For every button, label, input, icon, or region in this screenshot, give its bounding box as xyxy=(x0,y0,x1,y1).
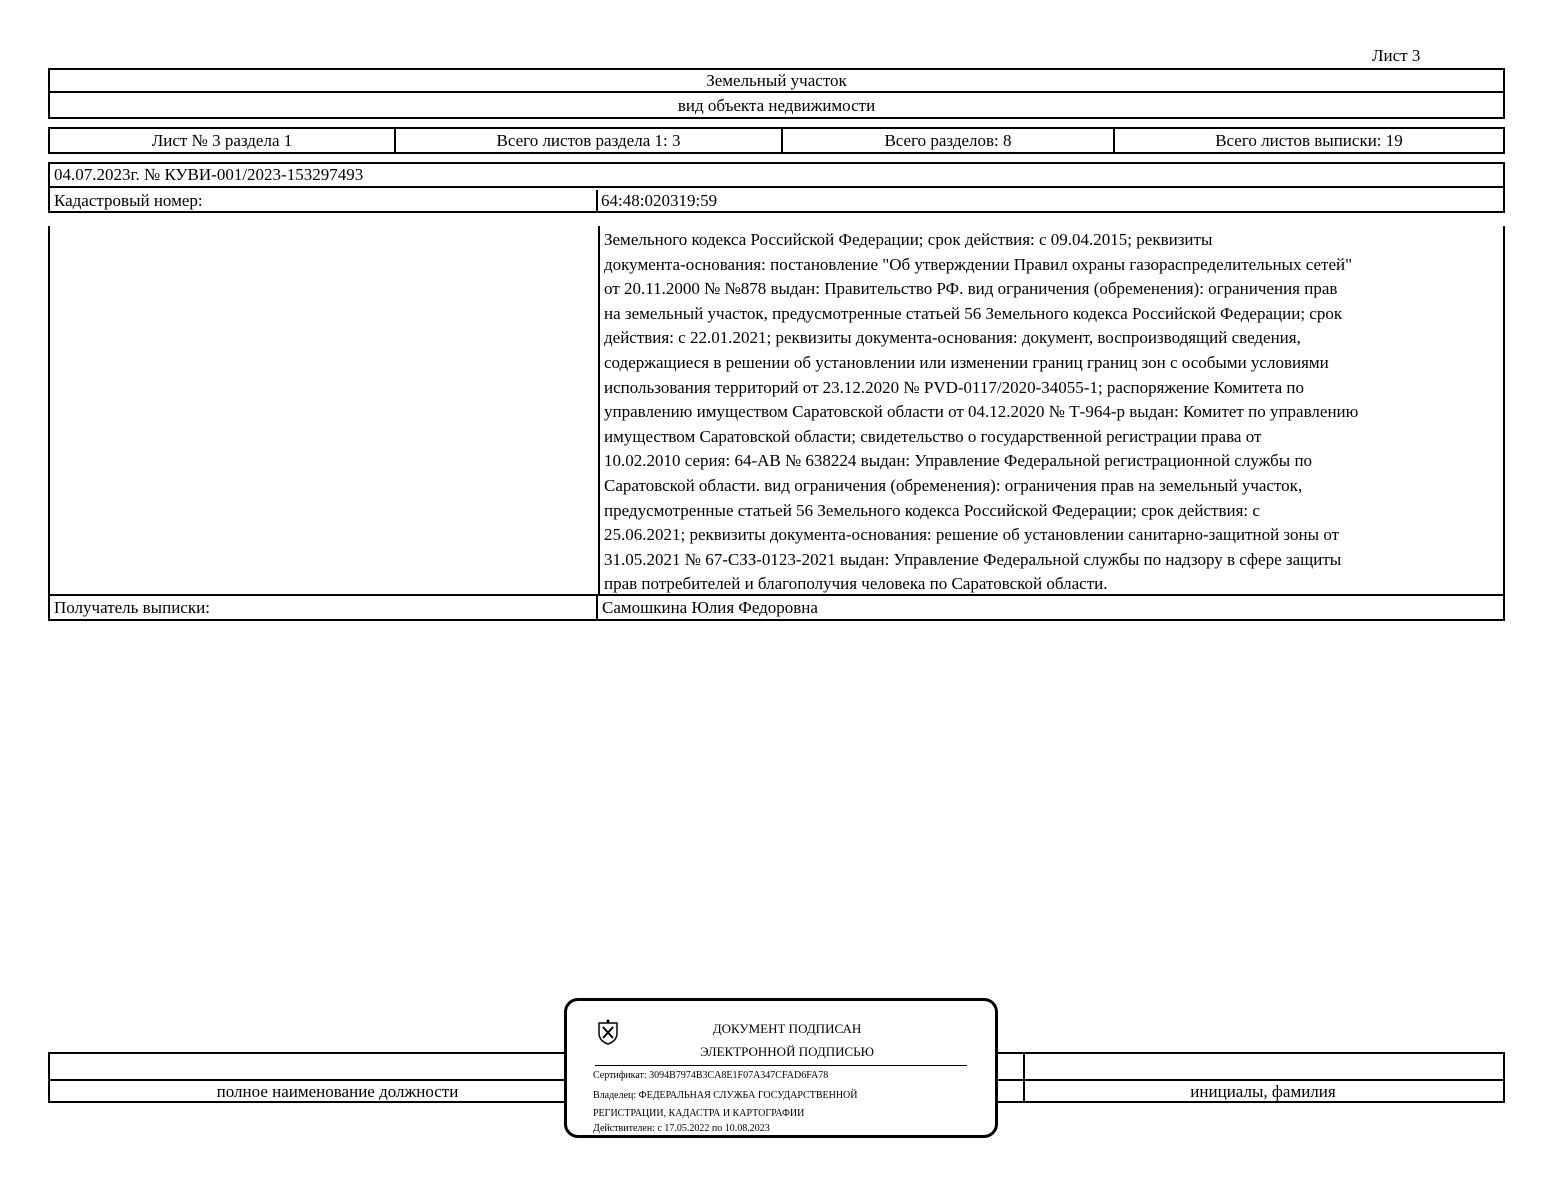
cadastral-value: 64:48:020319:59 xyxy=(601,191,718,210)
text-line: от 20.11.2000 № №878 выдан: Правительство РФ. вид ограничения (обременения): ограничения прав xyxy=(604,279,1338,299)
text-line: Саратовской области. вид ограничения (обременения): ограничения прав на земельный участок, xyxy=(604,475,1303,495)
text-line: Земельного кодекса Российской Федерации; срок действия: с 09.04.2015; реквизиты xyxy=(604,230,1213,249)
object-name: Земельный участок xyxy=(50,70,1503,93)
restrictions-block xyxy=(48,226,1505,595)
position-caption: полное наименование должности xyxy=(216,1082,459,1101)
text-line: имуществом Саратовской области; свидетельство о государственной регистрации права от xyxy=(604,426,1262,446)
emblem-icon xyxy=(597,1019,619,1045)
counter-sheet-of-section: Лист № 3 раздела 1 xyxy=(50,129,396,152)
cadastral-label: Кадастровый номер: xyxy=(50,190,598,211)
document-number: 04.07.2023г. № КУВИ-001/2023-153297493 xyxy=(50,164,1503,188)
text-line: документа-основания: постановление "Об утверждении Правил охраны газораспределительных сетей" xyxy=(604,254,1353,274)
recipient-value: Самошкина Юлия Федоровна xyxy=(602,598,818,617)
stamp-title-line1: ДОКУМЕНТ ПОДПИСАН xyxy=(712,1021,862,1036)
counter-section-sheets: Всего листов раздела 1: 3 xyxy=(396,129,783,152)
text-line: 31.05.2021 № 67-СЗЗ-0123-2021 выдан: Управление Федеральной службы по надзору в сфере защиты xyxy=(604,549,1342,569)
restrictions-text xyxy=(604,228,1484,597)
text-line: 10.02.2010 серия: 64-АВ № 638224 выдан: Управление Федеральной регистрационной службы по xyxy=(604,451,1313,471)
sheet-number: Лист 3 xyxy=(1372,46,1421,65)
e-signature-stamp xyxy=(564,998,998,1138)
text-line: содержащиеся в решении об установлении или изменении границ границ зон с особыми условиями xyxy=(604,352,1329,372)
text-line: управлению имуществом Саратовской области от 04.12.2020 № Т-964-р выдан: Комитет по управлению xyxy=(604,402,1359,422)
object-header xyxy=(48,68,1505,119)
stamp-valid: Действителен: с 17.05.2022 по 10.08.2023 xyxy=(593,1123,770,1134)
stamp-divider xyxy=(595,1065,967,1066)
name-caption: инициалы, фамилия xyxy=(1190,1082,1336,1101)
sheet-counters xyxy=(48,127,1505,154)
text-line: 25.06.2021; реквизиты документа-основания: решение об установлении санитарно-защитной зоны от xyxy=(604,525,1340,545)
text-line: предусмотренные статьей 56 Земельного кодекса Российской Федерации; срок действия: с xyxy=(604,500,1260,520)
counter-total-sheets: Всего листов выписки: 19 xyxy=(1215,131,1403,150)
cadastral-row xyxy=(50,190,1503,211)
recipient-label: Получатель выписки: xyxy=(50,596,598,619)
text-line: действия: с 22.01.2021; реквизиты документа-основания: документ, воспроизводящий сведения, xyxy=(604,328,1301,348)
column-divider xyxy=(598,226,600,595)
counter-sections: Всего разделов: 8 xyxy=(783,129,1115,152)
stamp-title-line2: ЭЛЕКТРОННОЙ ПОДПИСЬЮ xyxy=(700,1044,874,1059)
stamp-owner-line2: РЕГИСТРАЦИИ, КАДАСТРА И КАРТОГРАФИИ xyxy=(593,1108,805,1119)
recipient-row xyxy=(48,594,1505,621)
text-line: прав потребителей и благополучия человека по Саратовской области. xyxy=(604,574,1108,594)
text-line: на земельный участок, предусмотренные статьей 56 Земельного кодекса Российской Федерации; срок xyxy=(604,303,1343,323)
object-type-caption: вид объекта недвижимости xyxy=(677,96,876,115)
text-line: использования территорий от 23.12.2020 № PVD-0117/2020-34055-1; распоряжение Комитета по xyxy=(604,377,1305,397)
stamp-owner-line1: Владелец: ФЕДЕРАЛЬНАЯ СЛУЖБА ГОСУДАРСТВЕННОЙ xyxy=(593,1090,858,1101)
document-info xyxy=(48,162,1505,213)
stamp-certificate: Сертификат: 3094B7974B3CA8E1F07A347CFAD6FA78 xyxy=(593,1070,829,1081)
